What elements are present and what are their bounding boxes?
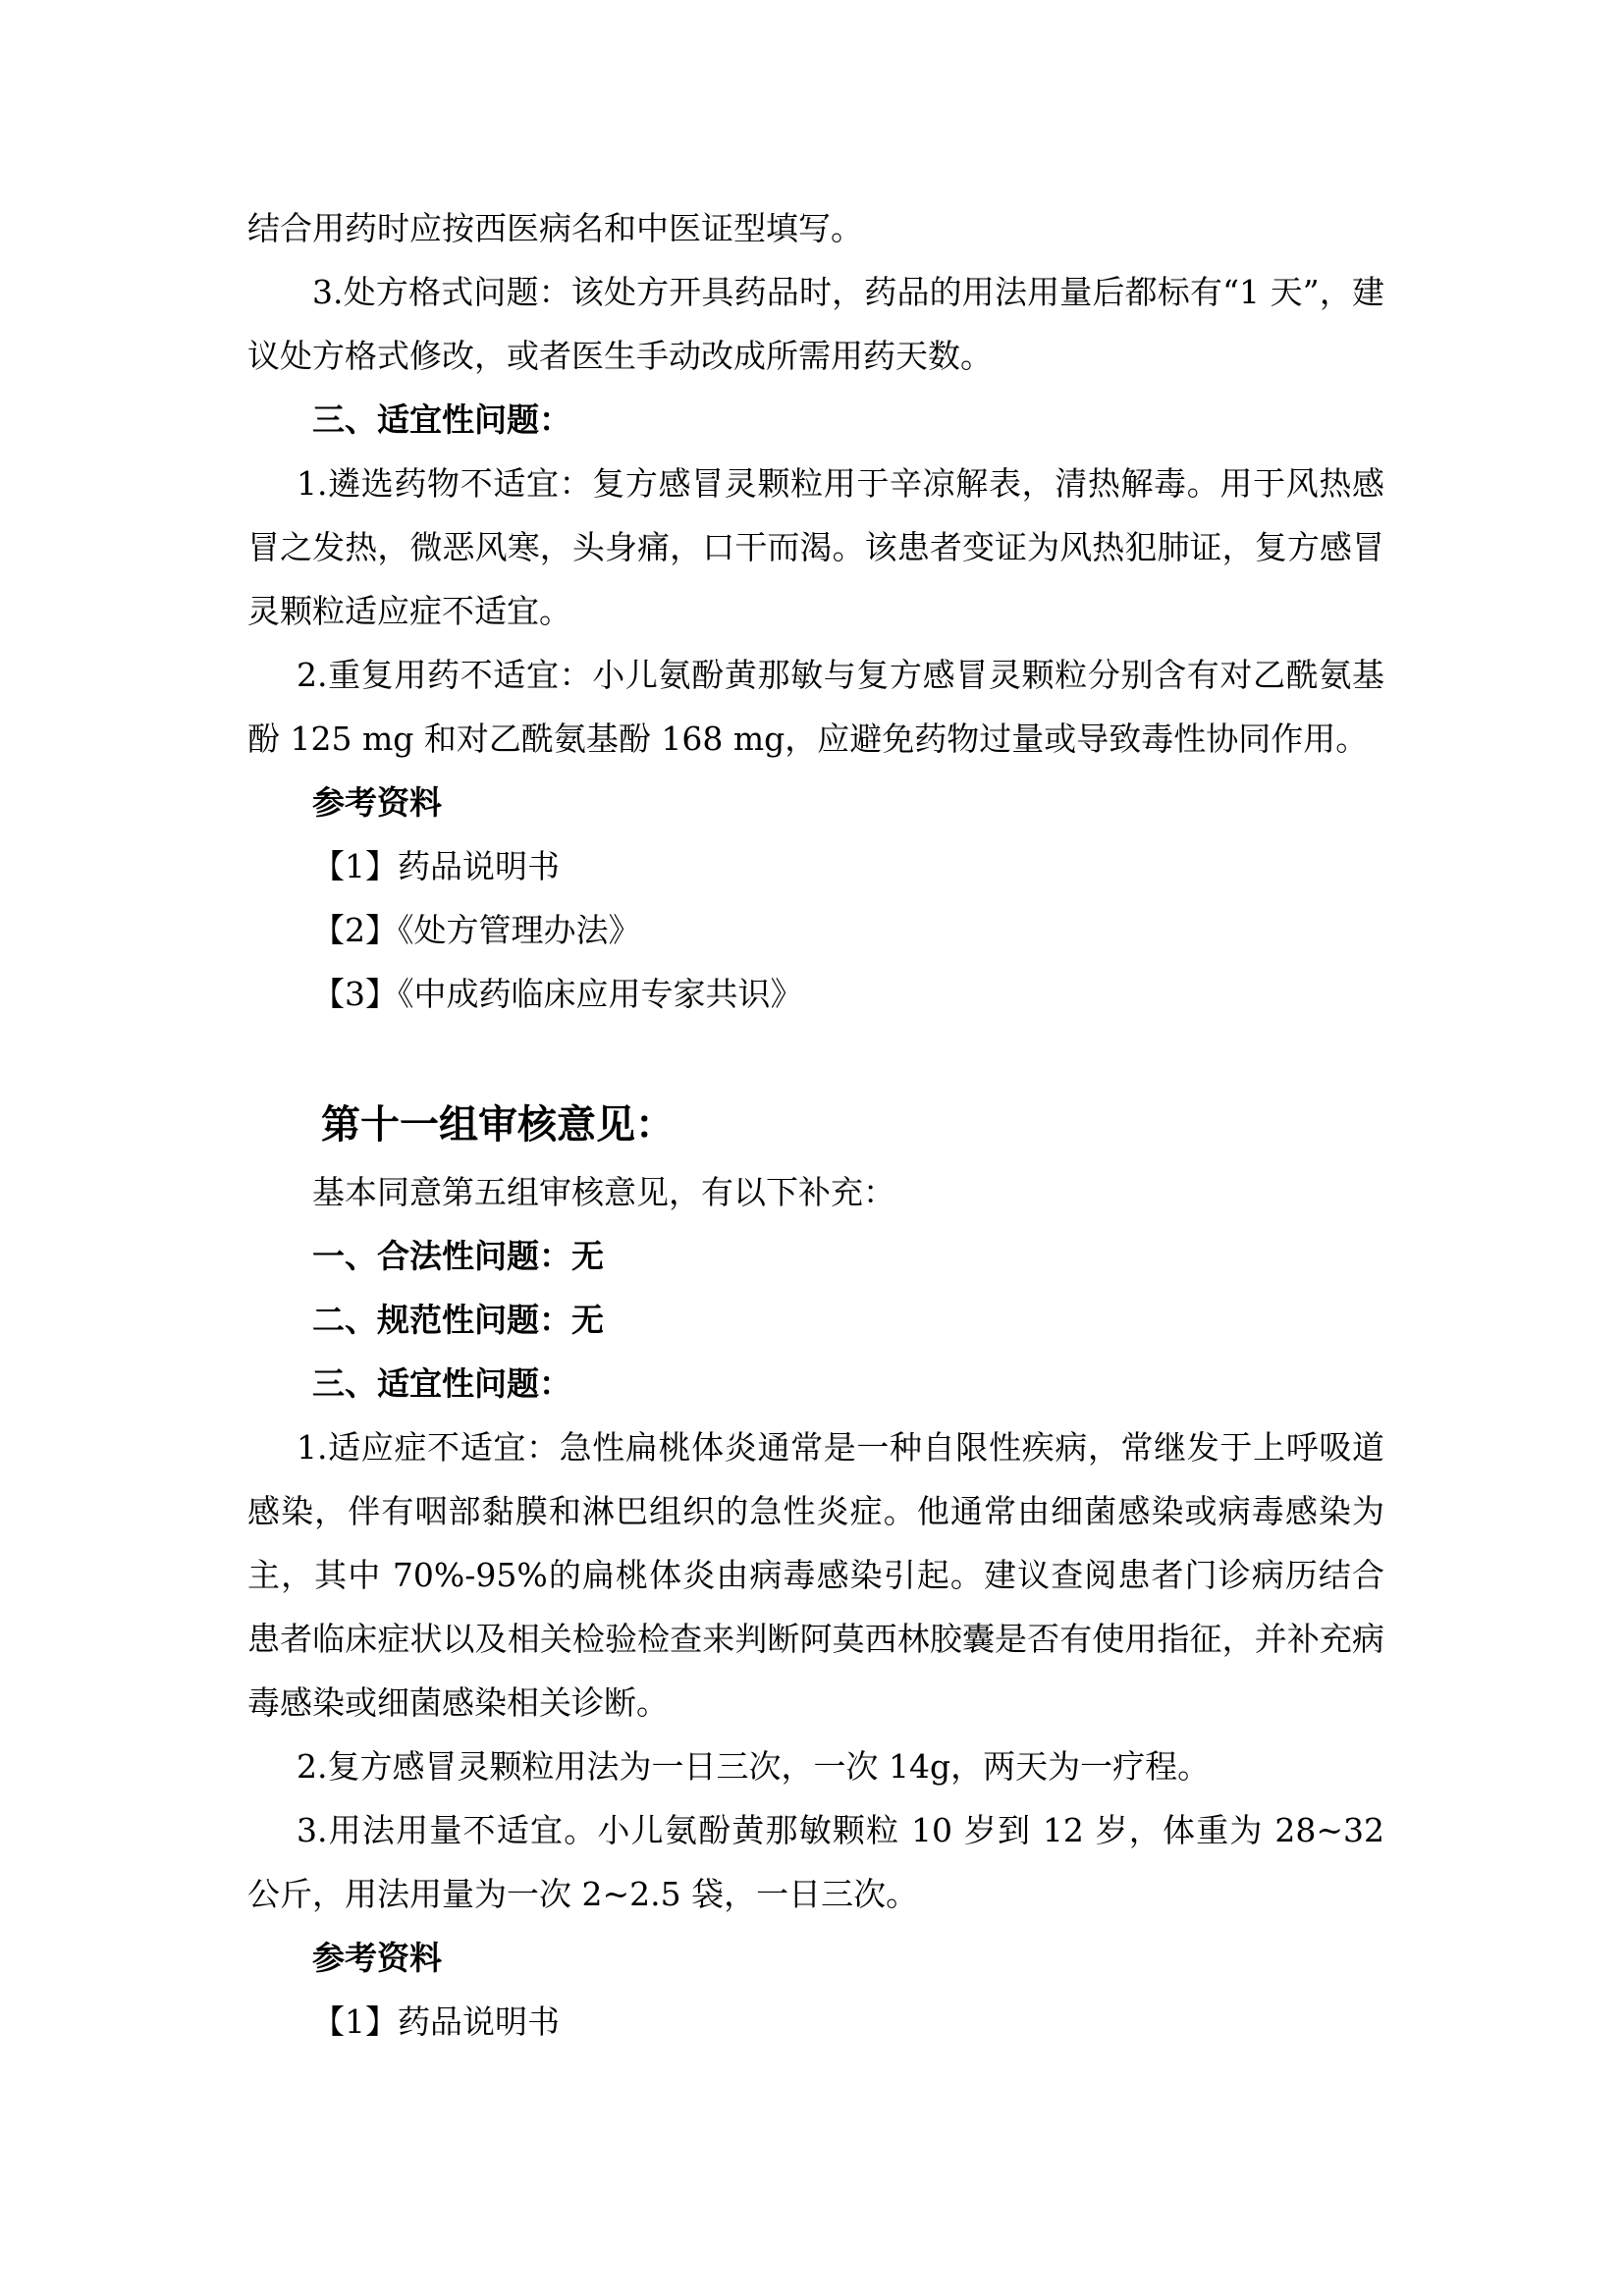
heading-standardization: 二、规范性问题：无 [312,1301,604,1339]
paragraph-duplicate-medication: 2.重复用药不适宜：小儿氨酚黄那敏与复方感冒灵颗粒分别含有对乙酰氨基酚 125 mg 和对乙酰氨基酚 168 mg，应避免药物过量或导致毒性协同作用。 [247,656,1384,758]
section-spacer [247,1026,1384,1090]
reference-item: 【1】药品说明书 [312,2002,560,2041]
reference-item: 【2】《处方管理办法》 [312,911,641,949]
references-title: 参考资料 [312,783,442,822]
heading-suitability: 三、适宜性问题： [312,1364,571,1403]
paragraph-usage: 2.复方感冒灵颗粒用法为一日三次，一次 14g，两天为一疗程。 [297,1747,1211,1786]
paragraph-indication: 1.适应症不适宜：急性扁桃体炎通常是一种自限性疾病，常继发于上呼吸道感染，伴有咽部黏膜和淋巴组织的急性炎症。他通常由细菌感染或病毒感染为主，其中 70%-95%的扁桃体炎由病毒感染引起。建议查阅患者门诊病历结合患者临床症状以及相关检验检查来判断阿莫西林胶囊是否有使用指征，并补充病毒感染或细菌感染相关诊断。 [247,1428,1384,1722]
paragraph-format-issue: 3.处方格式问题：该处方开具药品时，药品的用法用量后都标有“1 天”，建议处方格式修改，或者医生手动改成所需用药天数。 [247,273,1384,375]
heading-suitability: 三、适宜性问题： [312,400,571,439]
paragraph-dosage: 3.用法用量不适宜。小儿氨酚黄那敏颗粒 10 岁到 12 岁，体重为 28~32 公斤，用法用量为一次 2~2.5 袋，一日三次。 [247,1811,1384,1913]
reference-item: 【3】《中成药临床应用专家共识》 [312,975,803,1013]
reference-item: 【1】药品说明书 [312,847,560,885]
heading-legality: 一、合法性问题：无 [312,1237,604,1275]
group-eleven-title: 第十一组审核意见： [321,1101,675,1148]
paragraph-intro: 基本同意第五组审核意见，有以下补充： [312,1173,895,1211]
paragraph-continued: 结合用药时应按西医病名和中医证型填写。 [247,209,863,247]
references-title: 参考资料 [312,1939,442,1977]
paragraph-drug-selection: 1.遴选药物不适宜：复方感冒灵颗粒用于辛凉解表，清热解毒。用于风热感冒之发热，微恶风寒，头身痛，口干而渴。该患者变证为风热犯肺证，复方感冒灵颗粒适应症不适宜。 [247,464,1384,630]
document-page [247,196,1384,2054]
